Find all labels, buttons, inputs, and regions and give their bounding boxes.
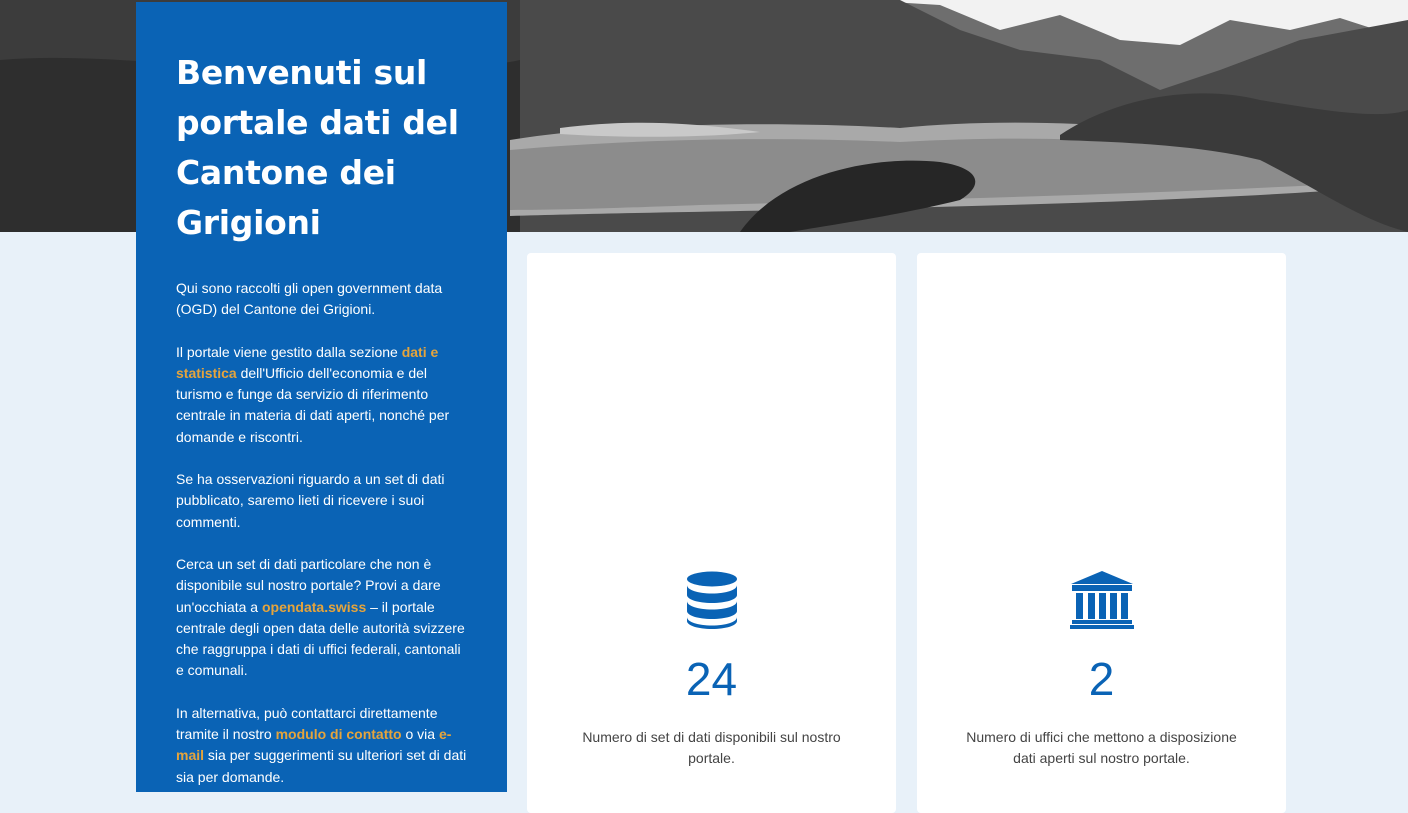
text-segment: Cerca un set di dati particolare che non è disponibile sul nostro portale? Provi a dare un'occhiata a [176, 555, 441, 615]
text-segment: Il portale viene gestito dalla sezione [176, 343, 402, 360]
text-segment: o via [401, 726, 439, 743]
stat-value: 2 [1088, 653, 1115, 705]
text-segment: – il portale centrale degli open data delle autorità svizzere che raggruppa i dati di uffici federali, cantonali e comunali. [176, 598, 465, 679]
intro-paragraph-4 [176, 554, 469, 682]
opendata-swiss-link[interactable]: opendata.swiss [261, 598, 367, 615]
dati-statistica-link[interactable]: dati e statistica [176, 343, 439, 381]
email-link[interactable]: e-mail [176, 726, 452, 764]
intro-paragraph-2 [176, 342, 469, 448]
contact-form-link[interactable]: modulo di contatto [275, 726, 402, 743]
intro-paragraph-1: Qui sono raccolti gli open government data (OGD) del Cantone dei Grigioni. [176, 280, 443, 318]
institution-icon [917, 571, 1286, 631]
intro-paragraph-5 [176, 703, 469, 788]
stat-label: Numero di uffici che mettono a disposizione dati aperti sul nostro portale. [966, 729, 1237, 767]
intro-panel [136, 2, 507, 792]
stat-card-datasets [527, 253, 896, 813]
text-segment: sia per suggerimenti su ulteriori set di dati sia per domande. [176, 747, 467, 785]
database-icon [527, 571, 896, 631]
page-title: Benvenuti sul portale dati del Cantone dei Grigioni [176, 53, 459, 242]
stat-card-offices [917, 253, 1286, 813]
text-segment: dell'Ufficio dell'economia e del turismo e funge da servizio di riferimento centrale in materia di dati aperti, nonché per domande e riscontri. [176, 364, 450, 445]
intro-paragraph-3: Se ha osservazioni riguardo a un set di dati pubblicato, saremo lieti di ricevere i suoi commenti. [176, 471, 445, 530]
stat-value: 24 [685, 653, 738, 705]
stat-label: Numero di set di dati disponibili sul nostro portale. [582, 729, 841, 767]
text-segment: In alternativa, può contattarci direttamente tramite il nostro [176, 704, 438, 743]
